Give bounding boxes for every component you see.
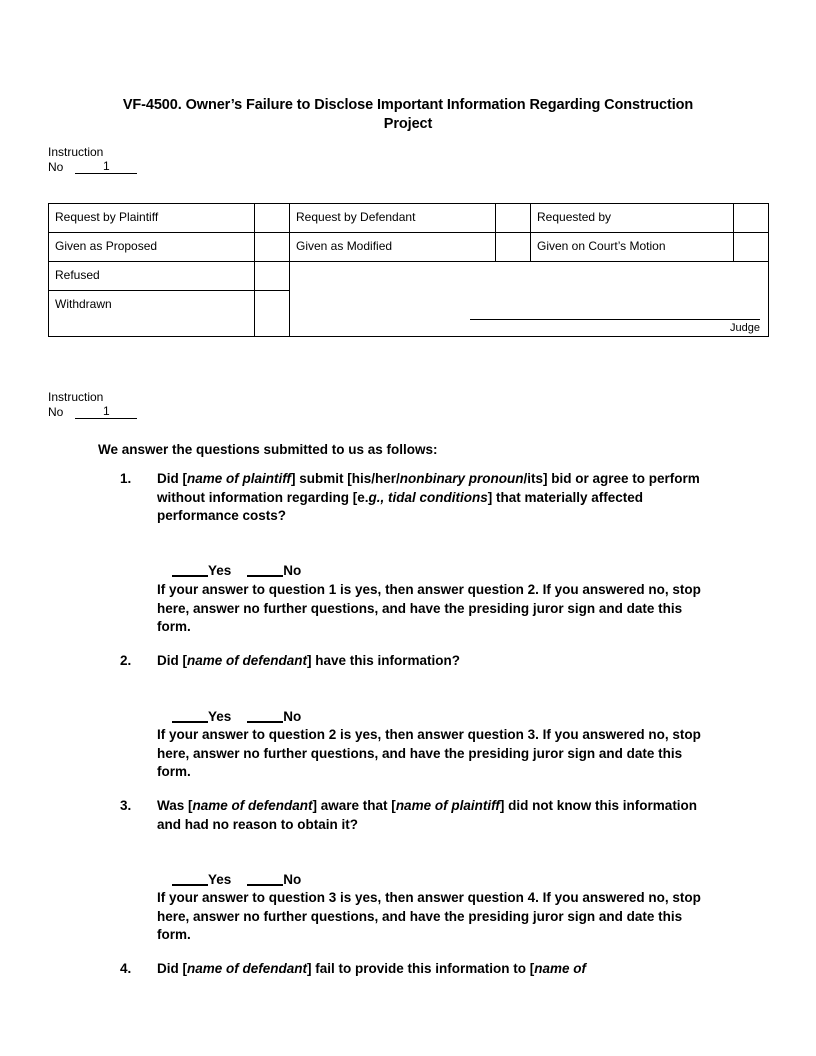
judge-signature-area [290,262,769,337]
question-1-yes-blank[interactable] [172,575,208,577]
question-2-yes-blank[interactable] [172,721,208,723]
question-2-no-label: No [283,708,302,724]
instruction-label-line2: No [48,159,64,174]
question-2 [120,652,720,671]
question-3-number: 3. [120,798,132,813]
checkbox-request-by-plaintiff[interactable] [255,204,290,233]
cell-withdrawn: Withdrawn [49,291,255,337]
verdict-heading: We answer the questions submitted to us as follows: [98,442,438,457]
page-title: VF-4500. Owner’s Failure to Disclose Important Information Regarding Construction Project [122,97,694,132]
question-1-number: 1. [120,471,132,486]
checkbox-given-as-modified[interactable] [496,233,531,262]
instruction-number-field-second[interactable]: 1 [75,405,137,419]
question-1 [120,470,720,526]
question-4 [120,960,720,979]
question-1-no-label: No [283,562,302,578]
question-3-no-label: No [283,871,302,887]
checkbox-requested-by[interactable] [734,204,769,233]
question-3 [120,797,720,834]
question-4-number: 4. [120,961,132,976]
question-3-text: Was [name of defendant] aware that [name of plaintiff] did not know this information and had no reason to obtain it? [157,798,698,832]
question-3-yes-blank[interactable] [172,884,208,886]
question-2-note: If your answer to question 2 is yes, then answer question 3. If you answered no, stop here, answer no further questions, and have the presiding juror sign and date this form. [157,727,701,779]
judge-signature-line[interactable] [470,319,760,320]
cell-requested-by: Requested by [531,204,734,233]
checkbox-refused[interactable] [255,262,290,291]
checkbox-given-as-proposed[interactable] [255,233,290,262]
question-2-text: Did [name of defendant] have this information? [157,653,461,668]
instruction-label-line1: Instruction [48,390,104,404]
table-row [49,262,769,291]
question-2-no-blank[interactable] [247,721,283,723]
cell-request-by-plaintiff: Request by Plaintiff [49,204,255,233]
cell-refused: Refused [49,262,255,291]
checkbox-given-on-courts-motion[interactable] [734,233,769,262]
question-2-number: 2. [120,653,132,668]
cell-given-on-courts-motion: Given on Court’s Motion [531,233,734,262]
table-row [49,233,769,262]
instruction-number-field-top[interactable]: 1 [75,160,137,174]
question-1-no-blank[interactable] [247,575,283,577]
cell-request-by-defendant: Request by Defendant [290,204,496,233]
instruction-number-top [48,145,137,174]
question-1-note: If your answer to question 1 is yes, then answer question 2. If you answered no, stop here, answer no further questions, and have the presiding juror sign and date this form. [157,582,701,634]
checkbox-request-by-defendant[interactable] [496,204,531,233]
question-1-text: Did [name of plaintiff] submit [his/her/nonbinary pronoun/its] bid or agree to perform without information regarding [e.g., tidal conditions] that materially affected performance costs? [157,471,700,523]
cell-given-as-modified: Given as Modified [290,233,496,262]
question-1-yes-label: Yes [208,562,232,578]
question-3-note: If your answer to question 3 is yes, then answer question 4. If you answered no, stop here, answer no further questions, and have the presiding juror sign and date this form. [157,890,701,942]
instruction-label-line1: Instruction [48,145,104,159]
checkbox-withdrawn[interactable] [255,291,290,337]
cell-given-as-proposed: Given as Proposed [49,233,255,262]
instruction-number-second [48,390,137,419]
table-row [49,204,769,233]
instruction-label-line2: No [48,404,64,419]
question-4-text: Did [name of defendant] fail to provide this information to [name of [157,961,587,976]
question-3-no-blank[interactable] [247,884,283,886]
question-2-yes-label: Yes [208,708,232,724]
question-3-yes-label: Yes [208,871,232,887]
judge-signature-caption: Judge [730,322,760,334]
disposition-table [48,203,769,337]
